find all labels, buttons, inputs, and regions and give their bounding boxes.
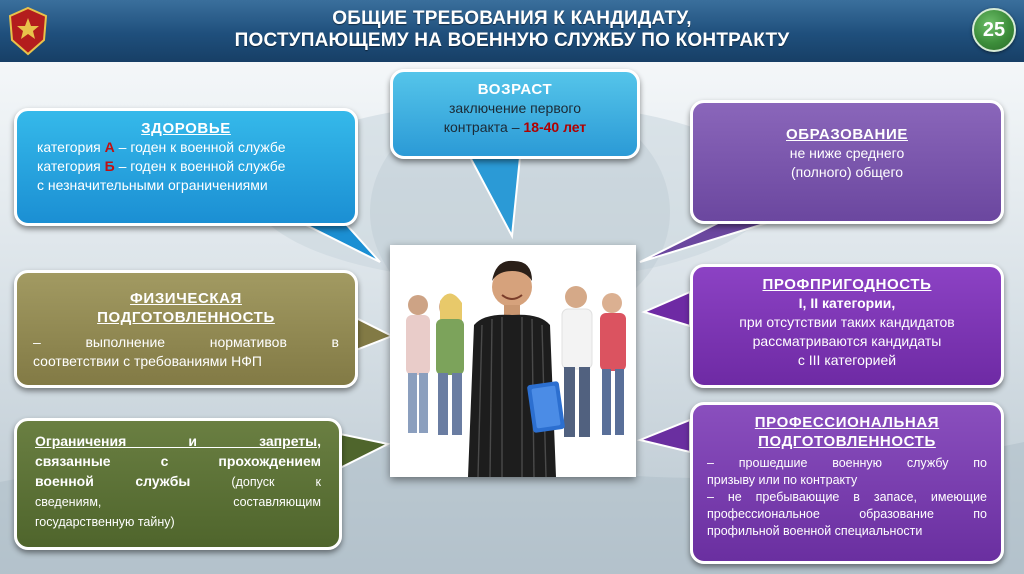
training-title-line-2: ПОДГОТОВЛЕННОСТЬ <box>758 433 936 450</box>
suitability-line-1: I, II категории, <box>798 295 896 311</box>
age-card <box>390 69 640 159</box>
age-line-2 <box>407 118 623 137</box>
restrictions-line-2: связанные с прохождением <box>35 453 321 469</box>
suitability-line-3: рассматриваются кандидаты <box>752 333 942 349</box>
training-card <box>690 402 1004 564</box>
age-range-value: 18-40 лет <box>523 119 587 135</box>
age-body <box>407 99 623 137</box>
health-category-b: Б <box>104 158 115 174</box>
restrictions-line-3 <box>35 471 321 492</box>
page-number-badge: 25 <box>972 8 1016 52</box>
health-line-1-suffix: – годен к военной службе <box>114 139 286 155</box>
physical-body <box>31 333 341 371</box>
physical-title-line-2: ПОДГОТОВЛЕННОСТЬ <box>97 309 275 326</box>
health-line-1-prefix: категория <box>37 139 105 155</box>
education-card <box>690 100 1004 224</box>
page-title-line-1: ОБЩИЕ ТРЕБОВАНИЯ К КАНДИДАТУ, <box>332 8 692 29</box>
health-line-2-prefix: категория <box>37 158 105 174</box>
training-line-1: – прошедшие военную службу по <box>707 456 987 470</box>
health-category-a: А <box>104 139 115 155</box>
restrictions-line-1: Ограничения и запреты, <box>35 433 321 449</box>
health-body <box>31 138 341 195</box>
education-body <box>707 144 987 182</box>
suitability-title: ПРОФПРИГОДНОСТЬ <box>762 276 932 293</box>
suitability-line-2: при отсутствии таких кандидатов <box>739 314 955 330</box>
health-title: ЗДОРОВЬЕ <box>141 120 231 137</box>
physical-line-1: – выполнение нормативов в <box>33 334 339 350</box>
restrictions-card <box>14 418 342 550</box>
health-line-1 <box>37 138 341 157</box>
people-illustration <box>390 245 636 477</box>
restrictions-line-5: государственную тайну) <box>35 515 175 529</box>
health-card <box>14 108 358 226</box>
training-title-line-1: ПРОФЕССИОНАЛЬНАЯ <box>754 414 940 431</box>
health-line-3: с незначительными ограничениями <box>37 177 268 193</box>
education-line-1: не ниже среднего <box>789 145 905 161</box>
training-line-4: профессиональное образование по <box>707 507 987 521</box>
training-line-2: призыву или по контракту <box>707 473 858 487</box>
health-line-2-suffix: – годен к военной службе <box>114 158 286 174</box>
page-title-line-2: ПОСТУПАЮЩЕМУ НА ВОЕННУЮ СЛУЖБУ ПО КОНТРАКТУ <box>234 30 790 51</box>
restrictions-line-3-small: (допуск к <box>190 475 321 489</box>
education-line-2: (полного) общего <box>790 164 904 180</box>
young-people-photo <box>390 245 636 477</box>
restrictions-line-3-bold: военной службы <box>35 473 191 489</box>
restrictions-line-4: сведениям, составляющим <box>35 495 321 509</box>
physical-line-2: соответствии с требованиями НФП <box>33 353 262 369</box>
training-body <box>707 455 987 540</box>
training-line-3: – не пребывающие в запасе, имеющие <box>707 490 987 504</box>
physical-title-line-1: ФИЗИЧЕСКАЯ <box>130 290 242 307</box>
suitability-card <box>690 264 1004 388</box>
health-line-2 <box>37 157 341 176</box>
suitability-body <box>707 294 987 370</box>
age-line-2-prefix: контракта – <box>443 119 524 135</box>
physical-card <box>14 270 358 388</box>
suitability-line-4: с III категорией <box>797 352 897 368</box>
restrictions-body <box>35 431 321 532</box>
age-title: ВОЗРАСТ <box>477 81 553 98</box>
age-line-1: заключение первого <box>449 100 581 116</box>
education-title: ОБРАЗОВАНИЕ <box>786 126 908 143</box>
training-line-5: профильной военной специальности <box>707 524 923 538</box>
